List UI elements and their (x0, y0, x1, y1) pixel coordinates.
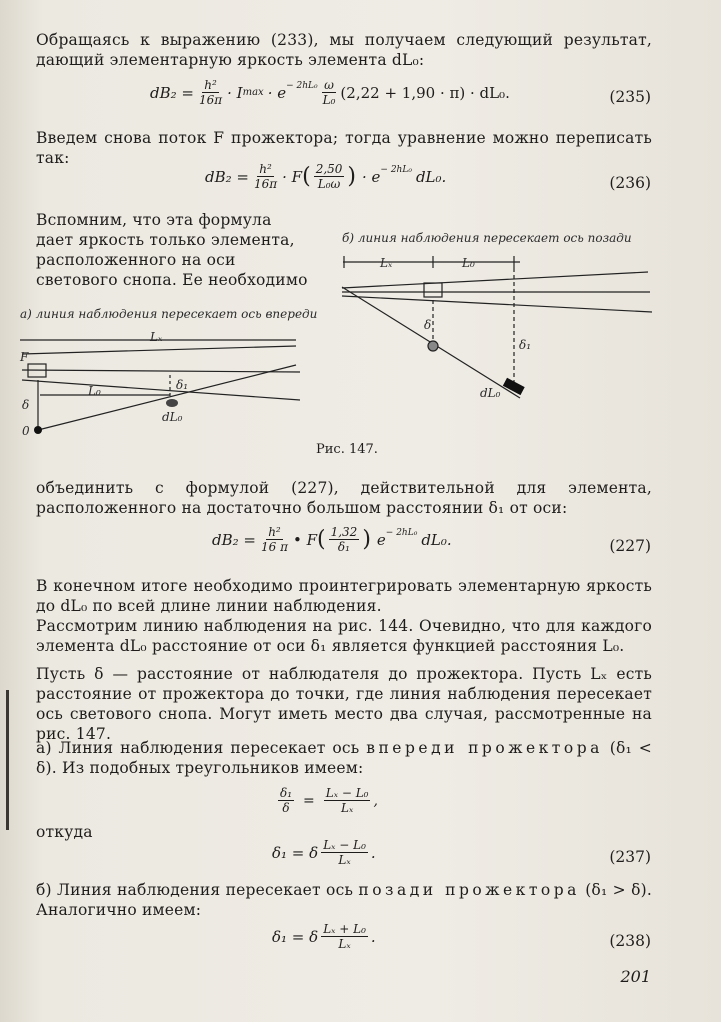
paragraph-integrate: В конечном итоге необходимо проинтегрировать элементарную яркость до dL₀ по всей длине линии наблюдения. (36, 577, 652, 615)
fig-b-delta1: δ₁ (519, 338, 532, 352)
fig-b-beam-lower (342, 296, 652, 312)
equation-235: dB₂ = $\frac{\text{h²}}{16\pi}$ · I max · e $^{- 2hL_0}$ $\frac{\omega}{\text{L₀}}$ (2,22 + 1,90 · π) · dL₀. (150, 78, 510, 107)
figure-147 (0, 0, 721, 460)
eq235-frac1: $\frac{\text{h²}}{16\pi}$ (198, 78, 223, 107)
fig-b-L0: L₀ (462, 256, 475, 270)
fig-a-F: F (20, 350, 29, 364)
fig-a-beam-axis (22, 370, 300, 372)
fig-b-searchlight (424, 283, 442, 297)
equation-236: dB₂ = $\frac{\text{h²}}{16\pi}$ · F ( $\frac{2,50}{\text{L₀ω}}$ ) · e $^{- 2hL_0}$ dL₀. (205, 162, 447, 191)
fig-b-delta: δ (424, 318, 432, 332)
equation-227: dB₂ = $\frac{\text{h²}}{16 \pi}$ • F ( $\frac{1,32}{\text{δ₁}}$ ) e $^{- 2hL_0}$ dL₀. (212, 525, 452, 554)
fig-a-beam-upper (22, 346, 296, 354)
equation-number-238: (238) (609, 932, 651, 950)
fig-b-dL0: dL₀ (480, 386, 501, 400)
paragraph-consider: Рассмотрим линию наблюдения на рис. 144. Очевидно, что для каждого элемента dL₀ расстояние от оси δ₁ является функцией расстояния L₀. (36, 617, 652, 655)
paragraph-flux: Введем снова поток F прожектора; тогда уравнение можно переписать так: (36, 129, 652, 167)
fig-a-delta1: δ₁ (176, 378, 189, 392)
eq235-frac2: $\frac{\omega}{\text{L₀}}$ (322, 78, 336, 107)
paragraph-definitions: Пусть δ — расстояние от наблюдателя до прожектора. Пусть Lₓ есть расстояние от прожектора до точки, где линия наблюдения пересекает ось светового снопа. Могут иметь место два случая, рассмотренные на рис. 147. (36, 665, 652, 743)
equation-similar-triangles: $\frac{\text{δ₁}}{\delta}$ = $\frac{\text{Lₓ − L₀}}{\text{Lₓ}}$ , (280, 786, 378, 815)
paragraph-case-b: б) Линия наблюдения пересекает ось позади прожектора (δ₁ > δ). Аналогично имеем: (36, 881, 652, 919)
equation-237: δ₁ = δ $\frac{\text{Lₓ − L₀}}{\text{Lₓ}}$ . (272, 838, 376, 867)
equation-number-236: (236) (609, 174, 651, 192)
figure-a-label: а) линия наблюдения пересекает ось впереди (20, 307, 318, 321)
margin-bar (6, 690, 9, 830)
eq235-lhs: dB₂ = (150, 83, 194, 102)
equation-238: δ₁ = δ $\frac{\text{Lₓ + L₀}}{\text{Lₓ}}$ . (272, 922, 376, 951)
fig-a-Lx: Lₓ (150, 330, 163, 344)
fig-b-beam-upper (342, 272, 648, 288)
fig-a-dL0: dL₀ (162, 410, 183, 424)
equation-number-235: (235) (609, 88, 651, 106)
page-number: 201 (620, 967, 651, 986)
equation-number-237: (237) (609, 848, 651, 866)
figure-b-label: б) линия наблюдения пересекает ось позади (342, 231, 632, 245)
fig-a-O: 0 (22, 424, 30, 438)
paragraph-combine: объединить с формулой (227), действительной для элемента, расположенного на достаточно большом расстоянии δ₁ от оси: (36, 479, 652, 517)
paragraph-intro: Обращаясь к выражению (233), мы получаем следующий результат, дающий элементарную яркость элемента dL₀: (36, 31, 652, 69)
figure-caption: Рис. 147. (316, 442, 378, 457)
fig-a-L0: L₀ (88, 384, 101, 398)
fig-a-beam-lower (22, 380, 300, 400)
equation-number-227: (227) (609, 537, 651, 555)
fig-a-delta: δ (22, 398, 30, 412)
paragraph-reminder: Вспомним, что эта формула дает яркость только элемента, расположенного на оси светового снопа. Ее необходимо (36, 211, 308, 289)
paragraph-case-a: а) Линия наблюдения пересекает ось впереди прожектора (δ₁ < δ). Из подобных треугольников имеем: (36, 739, 652, 777)
fig-b-Lx: Lₓ (380, 256, 393, 270)
paragraph-whence: откуда (36, 823, 93, 841)
